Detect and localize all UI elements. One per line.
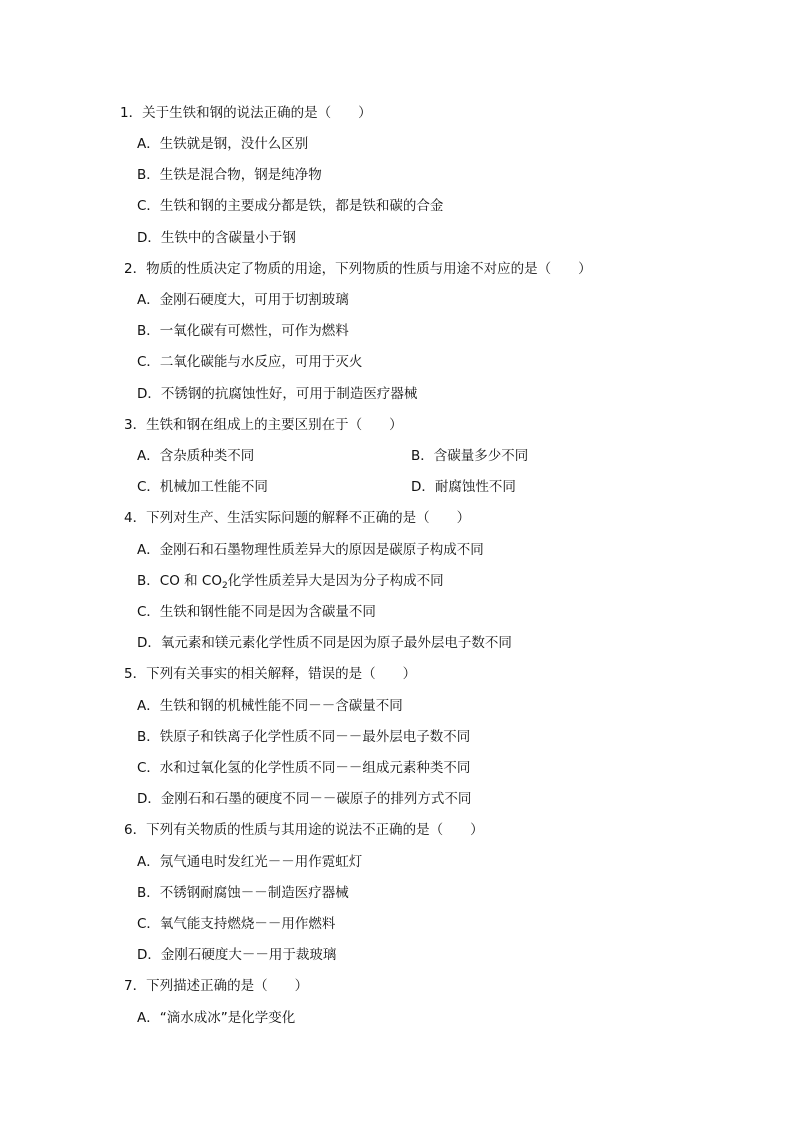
question-5-option-c: C．水和过氧化氢的化学性质不同－－组成元素种类不同 [137, 760, 471, 776]
question-5-option-d: D．金刚石和石墨的硬度不同－－碳原子的排列方式不同 [137, 791, 472, 807]
question-4-option-b-pre: B．CO 和 CO [137, 573, 222, 589]
question-4-option-a: A．金刚石和石墨物理性质差异大的原因是碳原子构成不同 [137, 542, 484, 558]
co2-subscript: 2 [221, 581, 228, 591]
question-7-stem: 7．下列描述正确的是（ ） [124, 978, 309, 994]
question-3-option-d: D．耐腐蚀性不同 [411, 479, 516, 495]
question-4-option-b [137, 572, 444, 595]
question-5-option-a: A．生铁和钢的机械性能不同－－含碳量不同 [137, 698, 403, 714]
question-4-option-b-post: 化学性质差异大是因为分子构成不同 [227, 573, 444, 589]
question-6-stem: 6．下列有关物质的性质与其用途的说法不正确的是（ ） [124, 822, 484, 838]
question-3-option-b: B．含碳量多少不同 [411, 448, 529, 464]
question-5-option-b: B．铁原子和铁离子化学性质不同－－最外层电子数不同 [137, 729, 471, 745]
question-1-option-d: D．生铁中的含碳量小于钢 [137, 230, 296, 246]
question-2-option-b: B．一氧化碳有可燃性，可作为燃料 [137, 323, 349, 339]
question-7-option-a: A．“滴水成冰”是化学变化 [137, 1010, 296, 1026]
question-3-stem: 3．生铁和钢在组成上的主要区别在于（ ） [124, 417, 403, 433]
question-2-option-a: A．金刚石硬度大，可用于切割玻璃 [137, 292, 349, 308]
question-2-stem: 2．物质的性质决定了物质的用途，下列物质的性质与用途不对应的是（ ） [124, 261, 592, 277]
question-3-option-c: C．机械加工性能不同 [137, 479, 268, 495]
question-1-option-c: C．生铁和钢的主要成分都是铁，都是铁和碳的合金 [137, 198, 444, 214]
question-5-stem: 5．下列有关事实的相关解释，错误的是（ ） [124, 666, 417, 682]
question-3-option-a: A．含杂质种类不同 [137, 448, 255, 464]
question-1-stem: 1．关于生铁和钢的说法正确的是（ ） [120, 105, 372, 121]
question-6-option-c: C．氧气能支持燃烧－－用作燃料 [137, 916, 336, 932]
question-6-option-d: D．金刚石硬度大－－用于裁玻璃 [137, 947, 337, 963]
question-1-option-b: B．生铁是混合物，钢是纯净物 [137, 167, 322, 183]
question-2-option-d: D．不锈钢的抗腐蚀性好，可用于制造医疗器械 [137, 386, 418, 402]
question-4-option-d: D．氧元素和镁元素化学性质不同是因为原子最外层电子数不同 [137, 635, 512, 651]
question-6-option-b: B．不锈钢耐腐蚀－－制造医疗器械 [137, 885, 349, 901]
question-1-option-a: A．生铁就是钢，没什么区别 [137, 136, 309, 152]
question-4-stem: 4．下列对生产、生活实际问题的解释不正确的是（ ） [124, 510, 471, 526]
question-6-option-a: A．氖气通电时发红光－－用作霓虹灯 [137, 854, 363, 870]
question-4-option-c: C．生铁和钢性能不同是因为含碳量不同 [137, 604, 376, 620]
question-2-option-c: C．二氧化碳能与水反应，可用于灭火 [137, 354, 363, 370]
